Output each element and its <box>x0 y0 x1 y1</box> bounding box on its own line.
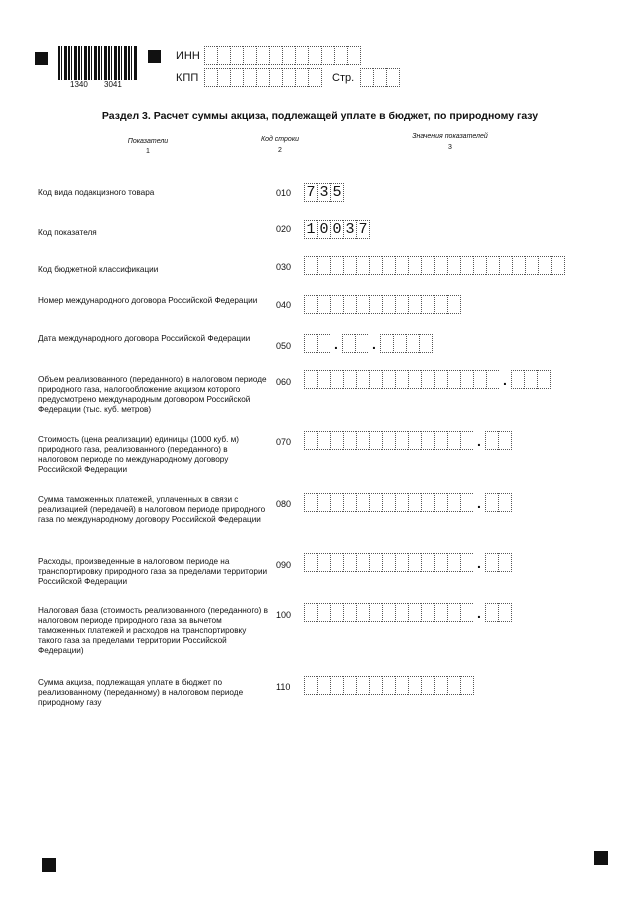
digit-cell[interactable] <box>434 493 447 512</box>
digit-cell[interactable] <box>343 603 356 622</box>
digit-cell[interactable] <box>369 676 382 695</box>
digit-cell[interactable] <box>421 676 434 695</box>
digit-cell[interactable] <box>434 676 447 695</box>
digit-cell[interactable] <box>308 68 322 87</box>
digit-cell[interactable] <box>304 431 317 450</box>
digit-cell[interactable] <box>382 370 395 389</box>
digit-cell[interactable] <box>395 493 408 512</box>
digit-cell[interactable] <box>382 295 395 314</box>
digit-cell[interactable] <box>369 256 382 275</box>
digit-cell[interactable] <box>373 68 386 87</box>
row-value-field-080[interactable] <box>304 493 512 512</box>
digit-cell[interactable] <box>498 553 512 572</box>
digit-cell[interactable] <box>460 603 473 622</box>
digit-cell[interactable] <box>421 603 434 622</box>
barcode-number-right: 3041 <box>104 80 122 89</box>
row-label-100: Налоговая база (стоимость реализованного (переданного) в налоговом периоде природного газа за вычетом таможенных платежей и расходов на транспортировку такого газа за пределами территории Российской Федерации) <box>38 606 269 655</box>
row-label-040: Номер международного договора Российской Федерации <box>38 296 258 305</box>
digit-cell[interactable] <box>395 676 408 695</box>
digit-cell[interactable] <box>447 256 460 275</box>
digit-cell[interactable] <box>304 676 317 695</box>
row-code-090: 090 <box>276 560 292 570</box>
digit-cell[interactable] <box>356 676 369 695</box>
alignment-marker-top-left <box>35 52 48 65</box>
alignment-marker-bottom-left <box>42 858 56 872</box>
page-label: Стр. <box>332 72 355 84</box>
digit-cell[interactable] <box>486 370 499 389</box>
digit-cell[interactable] <box>356 603 369 622</box>
digit-cell[interactable] <box>369 493 382 512</box>
digit-cell[interactable] <box>421 553 434 572</box>
row-code-100: 100 <box>276 610 292 620</box>
digit-cell[interactable] <box>395 370 408 389</box>
digit-cell[interactable] <box>525 256 538 275</box>
digit-cell[interactable] <box>408 256 421 275</box>
row-value-field-050[interactable] <box>304 334 433 353</box>
digit-cell[interactable] <box>473 370 486 389</box>
digit-cell[interactable] <box>356 431 369 450</box>
barcode-number-left: 1340 <box>70 80 88 89</box>
digit-cell[interactable] <box>408 370 421 389</box>
row-value-field-030[interactable] <box>304 256 565 275</box>
digit-cell[interactable]: 3 <box>317 183 330 202</box>
barcode <box>58 46 138 80</box>
digit-cell[interactable] <box>343 370 356 389</box>
kpp-field[interactable] <box>204 68 322 87</box>
digit-cell[interactable] <box>499 256 512 275</box>
row-value-field-070[interactable] <box>304 431 512 450</box>
digit-cell[interactable] <box>447 553 460 572</box>
row-label-070: Стоимость (цена реализации) единицы (1000 куб. м) природного газа, реализованного (переданного) в налоговом периоде по международному договору Российской Федерации <box>38 435 239 474</box>
digit-cell[interactable] <box>334 46 347 65</box>
digit-cell[interactable] <box>485 603 498 622</box>
digit-cell[interactable] <box>447 295 461 314</box>
column-header-values: Значения показателей <box>412 133 488 140</box>
digit-cell[interactable] <box>343 431 356 450</box>
column-header-line-code: Код строки <box>260 136 300 143</box>
digit-cell[interactable] <box>356 295 369 314</box>
digit-cell[interactable] <box>330 493 343 512</box>
digit-cell[interactable] <box>447 676 460 695</box>
digit-cell[interactable] <box>382 603 395 622</box>
digit-cell[interactable] <box>360 68 373 87</box>
row-value-field-040[interactable] <box>304 295 461 314</box>
column-number-2: 2 <box>278 147 282 154</box>
digit-cell[interactable] <box>408 603 421 622</box>
separator-dot: . <box>503 372 507 388</box>
digit-cell[interactable] <box>382 493 395 512</box>
digit-cell[interactable] <box>230 68 243 87</box>
separator-dot: . <box>334 336 338 352</box>
row-value-field-110[interactable] <box>304 676 474 695</box>
digit-cell[interactable] <box>382 676 395 695</box>
digit-cell[interactable] <box>382 553 395 572</box>
digit-cell[interactable] <box>460 493 473 512</box>
digit-cell[interactable] <box>317 295 330 314</box>
digit-cell[interactable] <box>498 603 512 622</box>
separator-dot: . <box>477 495 481 511</box>
digit-cell[interactable] <box>460 431 473 450</box>
column-header-indicators: Показатели <box>127 138 169 145</box>
digit-cell[interactable]: 3 <box>343 220 356 239</box>
row-label-110: Сумма акциза, подлежащая уплате в бюджет по реализованному (переданному) в налоговом периоде природному газу <box>38 678 244 707</box>
digit-cell[interactable]: 0 <box>330 220 343 239</box>
digit-cell[interactable] <box>369 370 382 389</box>
digit-cell[interactable] <box>393 334 406 353</box>
digit-cell[interactable] <box>304 493 317 512</box>
row-code-110: 110 <box>276 682 291 692</box>
digit-cell[interactable]: 7 <box>304 183 317 202</box>
digit-cell[interactable] <box>537 370 551 389</box>
digit-cell[interactable] <box>256 68 269 87</box>
digit-cell[interactable] <box>447 493 460 512</box>
section-title: Раздел 3. Расчет суммы акциза, подлежащей уплате в бюджет, по природному газу <box>101 110 539 122</box>
digit-cell[interactable] <box>330 431 343 450</box>
digit-cell[interactable] <box>395 256 408 275</box>
digit-cell[interactable] <box>395 603 408 622</box>
digit-cell[interactable] <box>395 295 408 314</box>
row-code-080: 080 <box>276 499 292 509</box>
digit-cell[interactable] <box>295 68 308 87</box>
digit-cell[interactable] <box>282 46 295 65</box>
digit-cell[interactable] <box>460 553 473 572</box>
digit-cell[interactable] <box>317 256 330 275</box>
row-value-field-010[interactable] <box>304 183 344 202</box>
digit-cell[interactable] <box>421 431 434 450</box>
row-code-060: 060 <box>276 377 292 387</box>
digit-cell[interactable] <box>434 256 447 275</box>
inn-label: ИНН <box>176 50 200 62</box>
digit-cell[interactable] <box>408 431 421 450</box>
digit-cell[interactable] <box>304 334 317 353</box>
row-code-010: 010 <box>276 188 292 198</box>
column-number-1: 1 <box>146 148 150 155</box>
digit-cell[interactable] <box>460 256 473 275</box>
digit-cell[interactable] <box>243 68 256 87</box>
digit-cell[interactable] <box>204 46 217 65</box>
separator-dot: . <box>372 336 376 352</box>
row-value-field-020[interactable] <box>304 220 370 239</box>
digit-cell[interactable] <box>380 334 393 353</box>
digit-cell[interactable] <box>343 295 356 314</box>
digit-cell[interactable] <box>304 553 317 572</box>
digit-cell[interactable] <box>382 431 395 450</box>
digit-cell[interactable] <box>408 295 421 314</box>
digit-cell[interactable] <box>269 68 282 87</box>
digit-cell[interactable] <box>343 676 356 695</box>
digit-cell[interactable] <box>282 68 295 87</box>
row-label-010: Код вида подакцизного товара <box>38 188 155 197</box>
digit-cell[interactable] <box>369 603 382 622</box>
digit-cell[interactable]: 5 <box>330 183 344 202</box>
separator-dot: . <box>477 555 481 571</box>
digit-cell[interactable]: 0 <box>317 220 330 239</box>
row-value-field-060[interactable] <box>304 370 551 389</box>
row-code-070: 070 <box>276 437 292 447</box>
digit-cell[interactable] <box>330 603 343 622</box>
digit-cell[interactable] <box>447 431 460 450</box>
digit-cell[interactable] <box>511 370 524 389</box>
digit-cell[interactable] <box>317 553 330 572</box>
digit-cell[interactable] <box>355 334 368 353</box>
digit-cell[interactable] <box>304 256 317 275</box>
digit-cell[interactable] <box>308 46 321 65</box>
kpp-label: КПП <box>176 72 199 84</box>
digit-cell[interactable] <box>406 334 419 353</box>
digit-cell[interactable] <box>230 46 243 65</box>
digit-cell[interactable] <box>512 256 525 275</box>
digit-cell[interactable] <box>217 68 230 87</box>
digit-cell[interactable] <box>434 431 447 450</box>
digit-cell[interactable] <box>369 295 382 314</box>
digit-cell[interactable] <box>434 295 447 314</box>
digit-cell[interactable] <box>330 553 343 572</box>
digit-cell[interactable] <box>485 431 498 450</box>
digit-cell[interactable] <box>434 370 447 389</box>
digit-cell[interactable] <box>538 256 551 275</box>
digit-cell[interactable] <box>317 603 330 622</box>
digit-cell[interactable] <box>498 493 512 512</box>
digit-cell[interactable] <box>243 46 256 65</box>
digit-cell[interactable] <box>419 334 433 353</box>
digit-cell[interactable] <box>382 256 395 275</box>
digit-cell[interactable] <box>269 46 282 65</box>
digit-cell[interactable] <box>395 553 408 572</box>
separator-dot: . <box>477 433 481 449</box>
digit-cell[interactable] <box>356 493 369 512</box>
digit-cell[interactable] <box>317 493 330 512</box>
digit-cell[interactable] <box>356 370 369 389</box>
digit-cell[interactable] <box>473 256 486 275</box>
row-label-050: Дата международного договора Российской Федерации <box>38 334 251 343</box>
digit-cell[interactable] <box>304 603 317 622</box>
digit-cell[interactable] <box>408 493 421 512</box>
digit-cell[interactable] <box>330 295 343 314</box>
digit-cell[interactable] <box>356 553 369 572</box>
digit-cell[interactable]: 1 <box>304 220 317 239</box>
digit-cell[interactable] <box>217 46 230 65</box>
inn-field[interactable] <box>204 46 361 65</box>
digit-cell[interactable] <box>408 676 421 695</box>
digit-cell[interactable] <box>343 553 356 572</box>
digit-cell[interactable] <box>317 676 330 695</box>
row-label-030: Код бюджетной классификации <box>38 265 159 274</box>
digit-cell[interactable] <box>343 256 356 275</box>
digit-cell[interactable] <box>421 295 434 314</box>
digit-cell[interactable] <box>369 431 382 450</box>
digit-cell[interactable] <box>498 431 512 450</box>
digit-cell[interactable] <box>447 370 460 389</box>
digit-cell[interactable] <box>485 553 498 572</box>
digit-cell[interactable] <box>421 493 434 512</box>
digit-cell[interactable] <box>460 370 473 389</box>
digit-cell[interactable] <box>342 334 355 353</box>
digit-cell[interactable] <box>330 256 343 275</box>
digit-cell[interactable] <box>317 334 330 353</box>
digit-cell[interactable] <box>486 256 499 275</box>
digit-cell[interactable] <box>295 46 308 65</box>
digit-cell[interactable] <box>256 46 269 65</box>
row-value-field-100[interactable] <box>304 603 512 622</box>
digit-cell[interactable] <box>356 256 369 275</box>
alignment-marker-bottom-right <box>594 851 608 865</box>
digit-cell[interactable] <box>434 603 447 622</box>
digit-cell[interactable] <box>317 431 330 450</box>
row-label-080: Сумма таможенных платежей, уплаченных в связи с реализацией (передачей) в налоговом периоде природного газа по международному договору Российской Федерации <box>38 495 266 524</box>
digit-cell[interactable]: 7 <box>356 220 370 239</box>
row-code-050: 050 <box>276 341 292 351</box>
digit-cell[interactable] <box>330 676 343 695</box>
digit-cell[interactable] <box>304 295 317 314</box>
digit-cell[interactable] <box>343 493 356 512</box>
row-label-060: Объем реализованного (переданного) в налоговом периоде природного газа, налогообложение акцизом которого предусмотрено международным договором Российской Федерации (тыс. куб. метров) <box>38 375 267 414</box>
digit-cell[interactable] <box>421 256 434 275</box>
row-code-020: 020 <box>276 224 292 234</box>
digit-cell[interactable] <box>460 676 474 695</box>
page-number-field[interactable] <box>360 68 400 87</box>
digit-cell[interactable] <box>330 370 343 389</box>
alignment-marker-top-middle <box>148 50 161 63</box>
digit-cell[interactable] <box>395 431 408 450</box>
digit-cell[interactable] <box>204 68 217 87</box>
digit-cell[interactable] <box>447 603 460 622</box>
digit-cell[interactable] <box>317 370 330 389</box>
digit-cell[interactable] <box>434 553 447 572</box>
digit-cell[interactable] <box>369 553 382 572</box>
digit-cell[interactable] <box>551 256 565 275</box>
digit-cell[interactable] <box>421 370 434 389</box>
row-label-090: Расходы, произведенные в налоговом периоде на транспортировку природного газа за пределами территории Российской Федерации <box>38 557 268 586</box>
digit-cell[interactable] <box>347 46 361 65</box>
digit-cell[interactable] <box>386 68 400 87</box>
digit-cell[interactable] <box>485 493 498 512</box>
digit-cell[interactable] <box>304 370 317 389</box>
digit-cell[interactable] <box>524 370 537 389</box>
column-number-3: 3 <box>448 144 452 151</box>
separator-dot: . <box>477 605 481 621</box>
digit-cell[interactable] <box>321 46 334 65</box>
digit-cell[interactable] <box>408 553 421 572</box>
row-code-040: 040 <box>276 300 292 310</box>
row-value-field-090[interactable] <box>304 553 512 572</box>
row-label-020: Код показателя <box>38 228 97 237</box>
row-code-030: 030 <box>276 262 292 272</box>
